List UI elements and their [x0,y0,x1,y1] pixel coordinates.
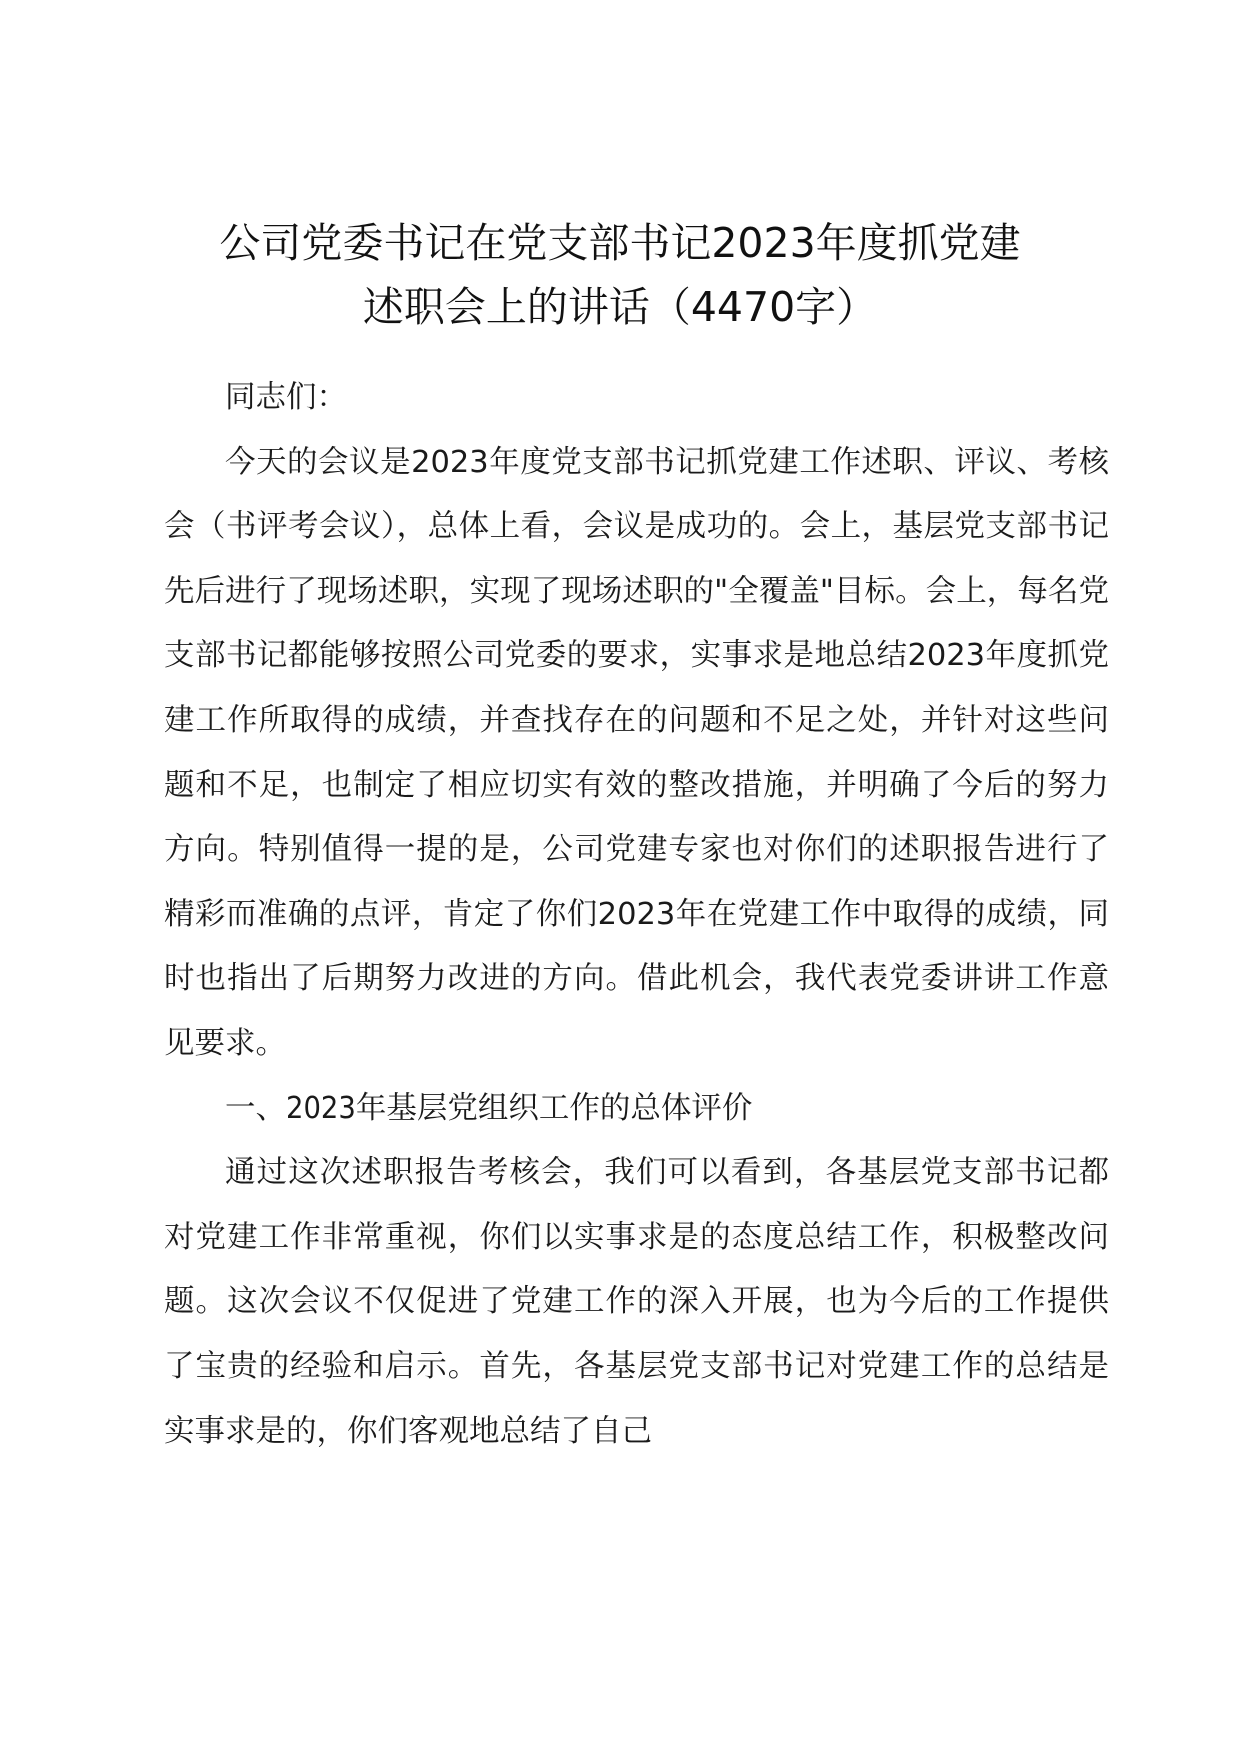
document-title [140,211,1100,339]
section-heading-1: 一、2023年基层党组织工作的总体评价 [225,1090,753,1126]
document-body [164,366,1109,1464]
title-line-2: 述职会上的讲话（4470字） [362,283,878,331]
paragraph-2: 通过这次述职报告考核会，我们可以看到，各基层党支部书记都对党建工作非常重视，你们以实事求是的态度总结工作，积极整改问题。这次会议不仅促进了党建工作的深入开展，也为今后的工作提供了宝贵的经验和启示。首先，各基层党支部书记对党建工作的总结是实事求是的，你们客观地总结了自己 [164,1155,1109,1449]
title-line-1: 公司党委书记在党支部书记2023年度抓党建 [219,219,1021,267]
salutation: 同志们： [225,380,347,415]
paragraph-1: 今天的会议是2023年度党支部书记抓党建工作述职、评议、考核会（书评考会议），总体上看，会议是成功的。会上，基层党支部书记先后进行了现场述职，实现了现场述职的"全覆盖"目标。会上，每名党支部书记都能够按照公司党委的要求，实事求是地总结2023年度抓党建工作所取得的成绩，并查找存在的问题和不足之处，并针对这些问题和不足，也制定了相应切实有效的整改措施，并明确了今后的努力方向。特别值得一提的是，公司党建专家也对你们的述职报告进行了精彩而准确的点评，肯定了你们2023年在党建工作中取得的成绩，同时也指出了后期努力改进的方向。借此机会，我代表党委讲讲工作意见要求。 [164,444,1109,1061]
